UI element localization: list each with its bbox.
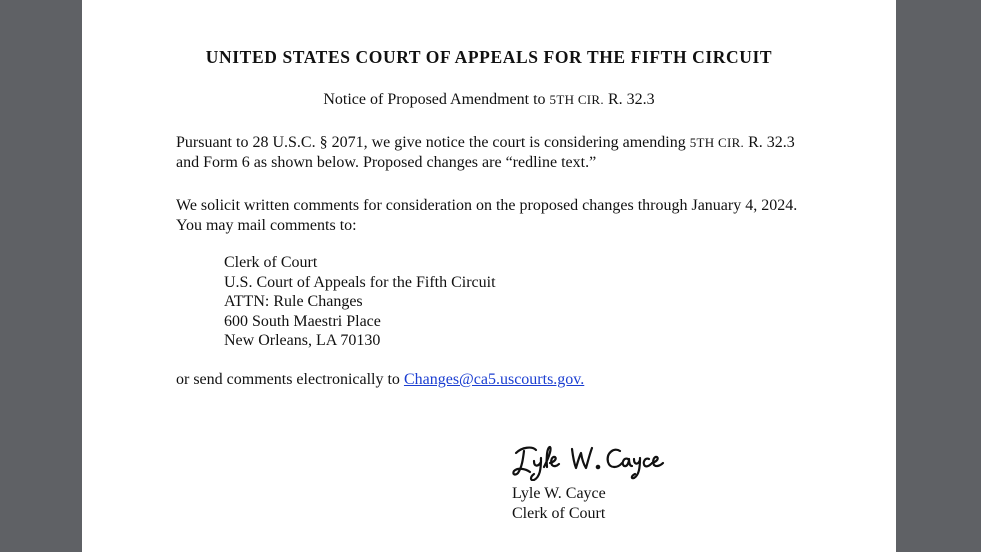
document-page bbox=[82, 0, 896, 552]
paragraph-electronic bbox=[176, 370, 816, 390]
address-line: Clerk of Court bbox=[224, 254, 318, 271]
paragraph-pursuant-text-b: R. 32.3 and Form 6 as shown below. Proposed changes are “redline text.” bbox=[176, 134, 795, 171]
paragraph-pursuant-text-a: Pursuant to 28 U.S.C. § 2071, we give notice the court is considering amending bbox=[176, 134, 690, 151]
address-line: New Orleans, LA 70130 bbox=[224, 332, 381, 349]
handwritten-signature bbox=[510, 441, 670, 481]
mailing-address bbox=[224, 253, 496, 351]
email-link[interactable]: Changes@ca5.uscourts.gov. bbox=[403, 371, 585, 388]
paragraph-pursuant-rule: 5TH CIR. bbox=[689, 135, 745, 150]
notice-title-prefix: Notice of Proposed Amendment to bbox=[323, 91, 550, 108]
address-line: ATTN: Rule Changes bbox=[224, 293, 363, 310]
signer-block bbox=[512, 484, 606, 523]
notice-title-suffix: R. 32.3 bbox=[603, 91, 655, 108]
notice-title-rule: 5TH CIR. bbox=[549, 92, 604, 107]
address-line: U.S. Court of Appeals for the Fifth Circuit bbox=[224, 273, 496, 291]
paragraph-electronic-text: or send comments electronically to bbox=[176, 371, 404, 388]
notice-title bbox=[82, 91, 896, 109]
court-title: UNITED STATES COURT OF APPEALS FOR THE FIFTH CIRCUIT bbox=[205, 47, 773, 67]
paragraph-pursuant bbox=[176, 133, 816, 173]
signer-title: Clerk of Court bbox=[512, 504, 606, 522]
paragraph-solicit: We solicit written comments for consideration on the proposed changes through January 4, 2024. You may mail comments to: bbox=[176, 197, 798, 234]
signer-name: Lyle W. Cayce bbox=[512, 485, 606, 502]
address-line: 600 South Maestri Place bbox=[224, 312, 381, 330]
